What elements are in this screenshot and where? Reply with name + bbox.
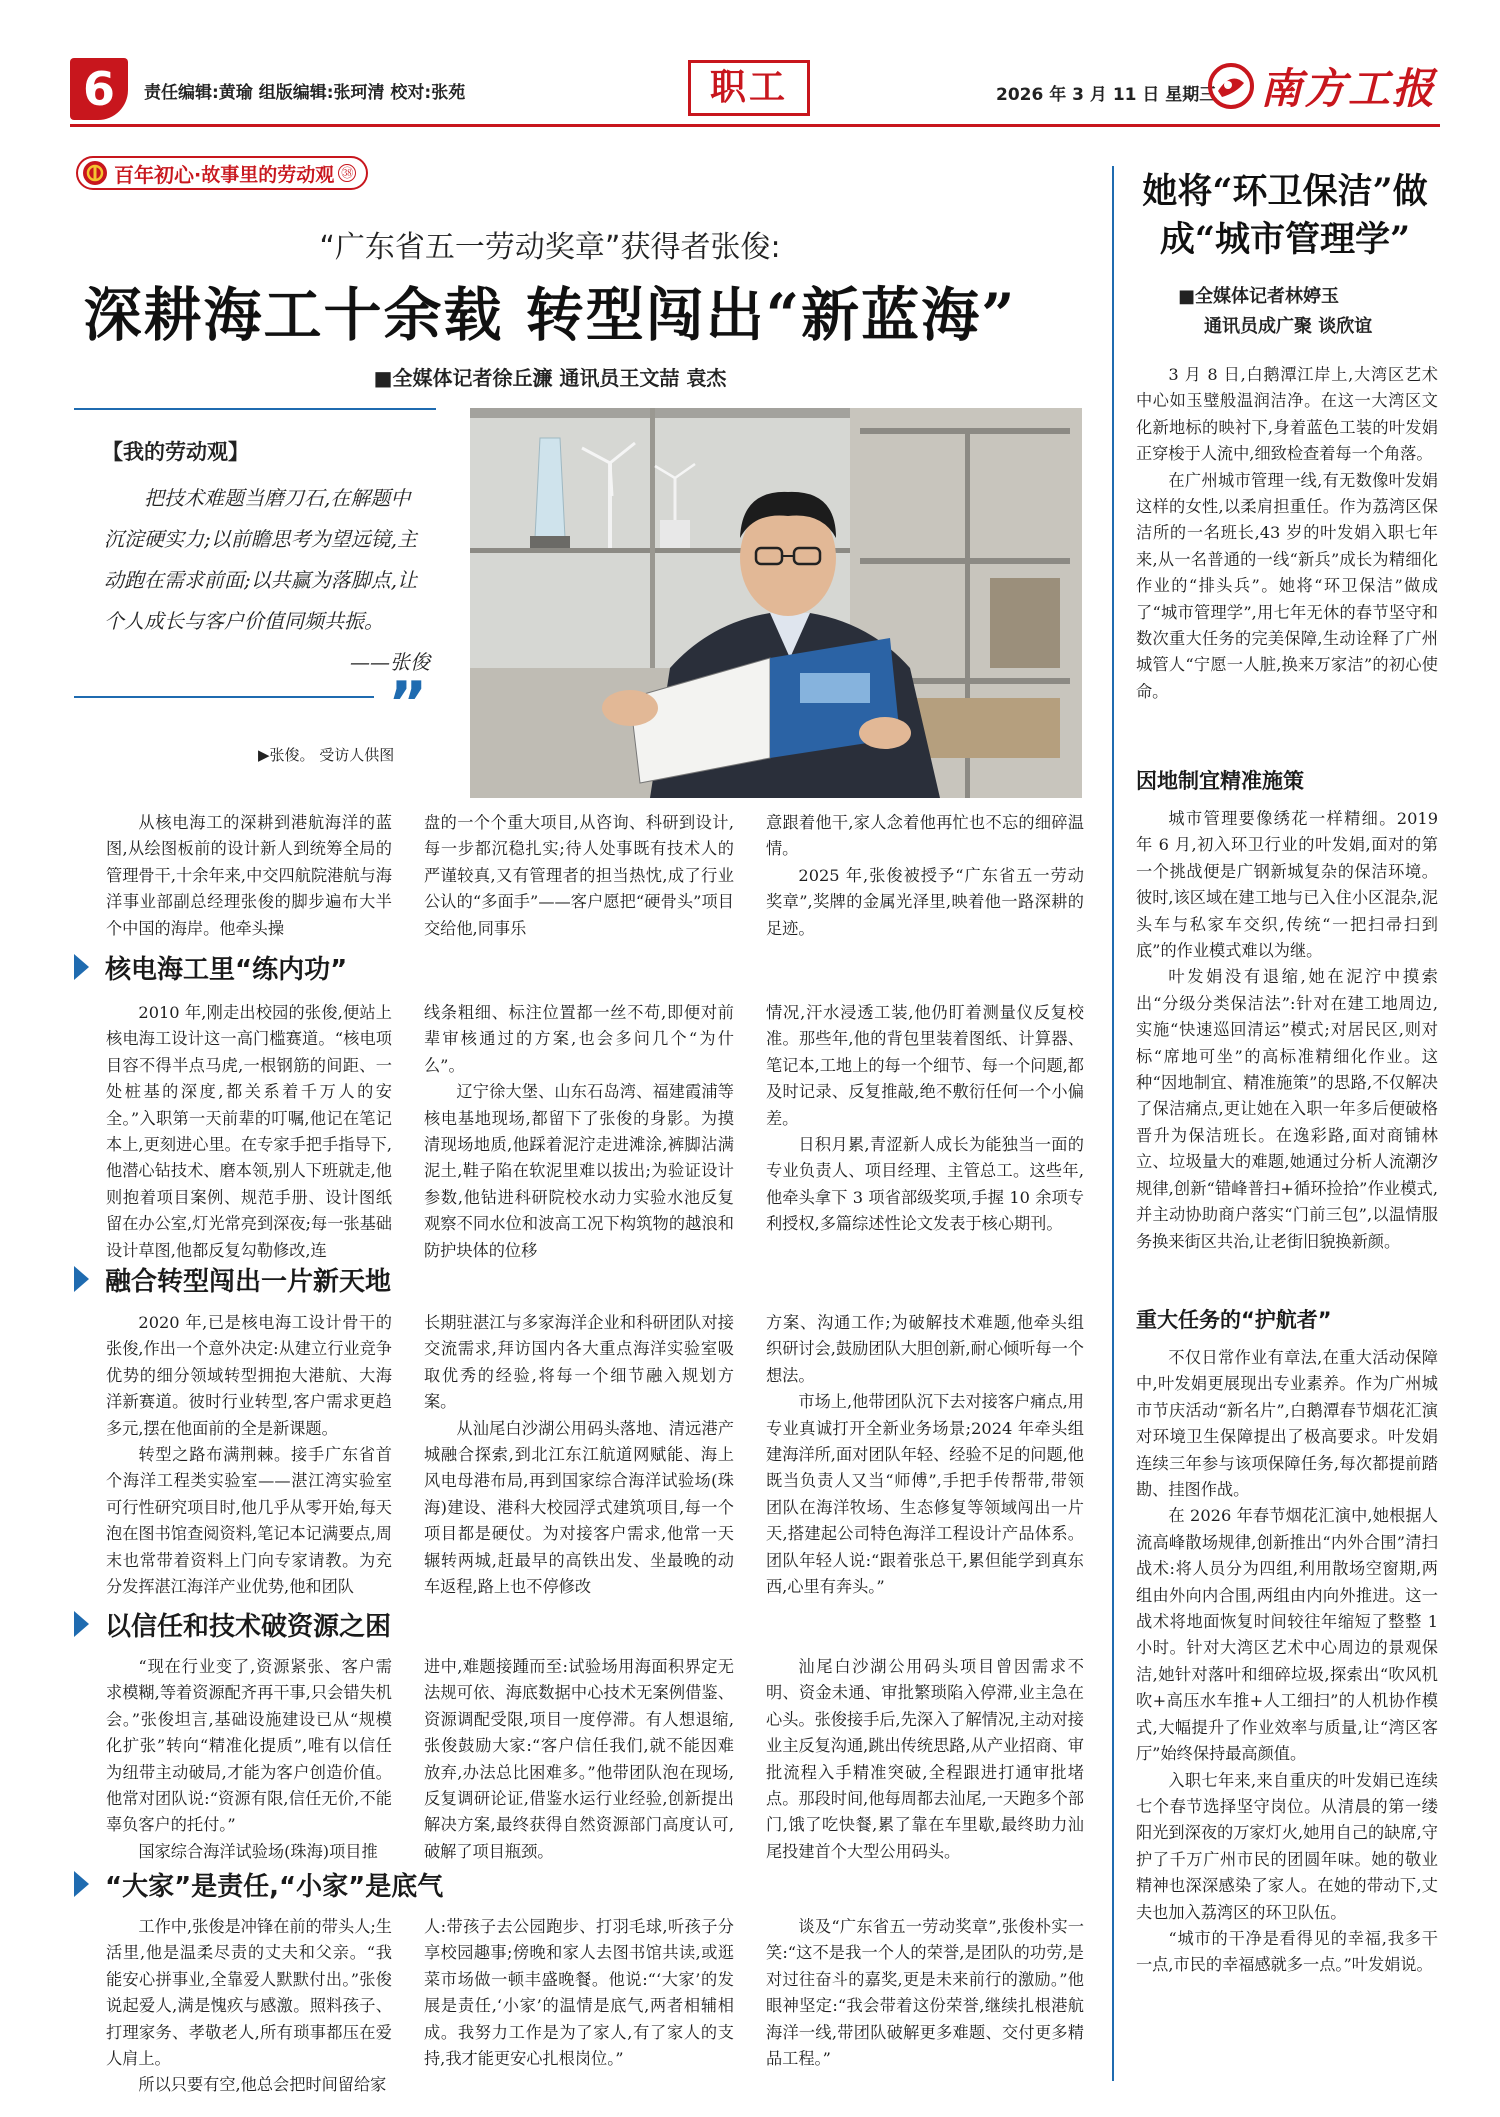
paragraph: 市场上,他带团队沉下去对接客户痛点,用专业真诚打开全新业务场景;2024 年牵头组建海洋所,面对团队年轻、经验不足的问题,他既当负责人又当“师傅”,手把手传帮带,带领团队在海洋牧场、生态修复等领域闯出一片天,搭建起公司特色海洋工程设计产品体系。团队年轻人说:“跟着张总干,累但能学到真东西,心里有奔头。” <box>766 1392 1084 1597</box>
section-4-column-1 <box>106 1914 392 2099</box>
sidebar-headline: 她将“环卫保洁”做成“城市管理学” <box>1142 171 1428 260</box>
intro-paragraph-2: 盘的一个个重大项目,从咨询、科研到设计,每一步都沉稳扎实;待人处事既有技术人的严谨较真,又有管理者的担当热忱,成了行业公认的“多面手”——客户愿把“硬骨头”项目交给他,同事乐 <box>424 813 734 938</box>
intro-column-3 <box>766 810 1084 942</box>
paragraph: 入职七年来,来自重庆的叶发娟已连续七个春节选择坚守岗位。从清晨的第一缕阳光到深夜的万家灯火,她用自己的缺席,守护了千万广州市民的团圆年味。她的敬业精神也深深感染了家人。在她的带动下,丈夫也加入荔湾区的环卫队伍。 <box>1136 1770 1438 1922</box>
quote-body: 把技术难题当磨刀石,在解题中沉淀硬实力;以前瞻思考为望远镜,主动跑在需求前面;以共赢为落脚点,让个人成长与客户价值同频共振。 <box>104 486 418 633</box>
paragraph: 工作中,张俊是冲锋在前的带头人;生活里,他是温柔尽责的丈夫和父亲。“我能安心拼事业,全靠爱人默默付出。”张俊说起爱人,满是愧疚与感激。照料孩子、打理家务、孝敬老人,所有琐事都压在爱人肩上。 <box>106 1917 392 2069</box>
section-heading-4 <box>74 1867 443 1901</box>
paragraph: “现在行业变了,资源紧张、客户需求模糊,等着资源配齐再干事,只会错失机会。”张俊坦言,基础设施建设已从“规模化扩张”转向“精准化提质”,唯有以信任为纽带主动破局,才能为客户创造价值。他常对团队说:“资源有限,信任无价,不能辜负客户的托付。” <box>106 1657 392 1835</box>
section-arrow-icon <box>74 954 89 980</box>
section-1-column-2 <box>424 1000 734 1264</box>
paragraph: 汕尾白沙湖公用码头项目曾因需求不明、资金未通、审批繁琐陷入停滞,业主急在心头。张俊接手后,先深入了解情况,主动对接业主反复沟通,跳出传统思路,从产业招商、审批流程入手精准突破,全程跟进打通审批堵点。那段时间,他每周都去汕尾,一天跑多个部门,饿了吃快餐,累了靠在车里歇,最终助力汕尾投建首个大型公用码头。 <box>766 1657 1084 1861</box>
article-kicker: “广东省五一劳动奖章”获得者张俊: <box>319 230 781 265</box>
paragraph: 城市管理要像绣花一样精细。2019 年 6 月,初入环卫行业的叶发娟,面对的第一个挑战便是广钢新城复杂的保洁环境。彼时,该区域在建工地与已入住小区混杂,泥头车与私家车交织,传统“一把扫帚扫到底”的作业模式难以为继。 <box>1136 809 1438 961</box>
closing-quote-icon: ” <box>388 669 428 739</box>
section-heading-text: “大家”是责任,“小家”是底气 <box>105 1871 444 1902</box>
paragraph: 2010 年,刚走出校园的张俊,便站上核电海工设计这一高门槛赛道。“核电项目容不得半点马虎,一根钢筋的间距、一处桩基的深度,都关系着千万人的安全。”入职第一天前辈的叮嘱,他记在笔记本上,更刻进心里。在专家手把手指导下,他潜心钻技术、磨本领,别人下班就走,他则抱着项目案例、规范手册、设计图纸留在办公室,灯光常亮到深夜;每一张基础设计草图,他都反复勾勒修改,连 <box>106 1003 392 1260</box>
sidebar-byline-reporter: ■全媒体记者林婷玉 <box>1178 286 1340 307</box>
section-heading-text: 以信任和技术破资源之困 <box>105 1611 392 1642</box>
header-rule <box>70 124 1440 127</box>
paragraph: 情况,汗水浸透工装,他仍盯着测量仪反复校准。那些年,他的背包里装着图纸、计算器、笔记本,工地上的每一个细节、每一个问题,都及时记录、反复推敲,绝不敷衍任何一个小偏差。 <box>766 1003 1084 1128</box>
quote-top-rule <box>74 408 436 410</box>
paragraph: 线条粗细、标注位置都一丝不苟,即便对前辈审核通过的方案,也会多问几个“为什么”。 <box>424 1003 734 1075</box>
page-number-badge: 6 <box>70 58 128 120</box>
sidebar-section-2 <box>1136 1345 1438 1979</box>
section-heading-3 <box>74 1607 391 1641</box>
article-headline: 深耕海工十余载 转型闯出“新蓝海” <box>83 281 1017 349</box>
masthead-title: 南方工报 <box>1260 64 1437 113</box>
series-subtitle: ·故事里的劳动观 <box>194 163 335 186</box>
editors-line: 责任编辑:黄瑜 组版编辑:张珂清 校对:张苑 <box>144 83 466 103</box>
section-heading-text: 融合转型闯出一片新天地 <box>105 1266 392 1297</box>
section-2-column-1 <box>106 1310 392 1600</box>
section-2-column-2 <box>424 1310 734 1600</box>
paragraph: “城市的干净是看得见的幸福,我多干一点,市民的幸福感就多一点。”叶发娟说。 <box>1136 1928 1438 1975</box>
section-arrow-icon <box>74 1871 89 1897</box>
photo-caption: ▶张俊。 受访人供图 <box>258 746 395 764</box>
masthead-logo <box>1208 58 1436 114</box>
paragraph: 进中,难题接踵而至:试验场用海面积界定无法规可依、海底数据中心技术无案例借鉴、资源调配受限,项目一度停滞。有人想退缩,张俊鼓励大家:“客户信任我们,就不能因难放弃,办法总比困难多。”他带团队泡在现场,反复调研论证,借鉴水运行业经验,创新提出解决方案,最终获得自然资源部门高度认可,破解了项目瓶颈。 <box>424 1657 734 1861</box>
paragraph: 在广州城市管理一线,有无数像叶发娟这样的女性,以柔肩担重任。作为荔湾区保洁所的一名班长,43 岁的叶发娟入职七年来,从一名普通的一线“新兵”成长为精细化作业的“排头兵”。她将“环卫保洁”做成了“城市管理学”,用七年无休的春节坚守和数次重大任务的完美保障,生动诠释了广州城管人“宁愿一人脏,换来万家洁”的初心使命。 <box>1136 470 1438 701</box>
section-heading-2 <box>74 1262 391 1296</box>
sidebar-intro <box>1136 362 1438 705</box>
sidebar-subheading-2: 重大任务的“护航者” <box>1136 1308 1332 1332</box>
intro-paragraph-4: 2025 年,张俊被授予“广东省五一劳动奖章”,奖牌的金属光泽里,映着他一路深耕的足迹。 <box>766 865 1084 938</box>
paragraph: 国家综合海洋试验场(珠海)项目推 <box>138 1841 378 1861</box>
quote-author: ——张俊 <box>350 650 430 674</box>
quote-title: 【我的劳动观】 <box>102 440 249 464</box>
masthead-emblem-icon <box>1208 63 1254 109</box>
paragraph: 转型之路布满荆棘。接手广东省首个海洋工程类实验室——湛江湾实验室可行性研究项目时,他几乎从零开始,每天泡在图书馆查阅资料,笔记本记满要点,周末也常带着资料上门向专家请教。为充分发挥湛江海洋产业优势,他和团队 <box>106 1445 392 1597</box>
paragraph: 长期驻湛江与多家海洋企业和科研团队对接交流需求,拜访国内各大重点海洋实验室吸取优秀的经验,将每一个细节融入规划方案。 <box>424 1313 734 1412</box>
paragraph: 日积月累,青涩新人成长为能独当一面的专业负责人、项目经理、主管总工。这些年,他牵头拿下 3 项省部级奖项,手握 10 余项专利授权,多篇综述性论文发表于核心期刊。 <box>766 1135 1084 1234</box>
sidebar-byline <box>1178 282 1372 342</box>
quote-bottom-rule <box>74 696 374 698</box>
intro-paragraph-3: 意跟着他干,家人念着他再忙也不忘的细碎温情。 <box>766 813 1084 859</box>
section-3-column-1 <box>106 1654 392 1865</box>
paragraph: 辽宁徐大堡、山东石岛湾、福建霞浦等核电基地现场,都留下了张俊的身影。为摸清现场地质,他踩着泥泞走进滩涂,裤脚沾满泥土,鞋子陷在软泥里难以拔出;为验证设计参数,他钻进科研院校水动力实验水池反复观察不同水位和波高工况下构筑物的越浪和防护块体的位移 <box>424 1082 734 1260</box>
page-header <box>0 0 1500 125</box>
intro-column-1 <box>106 810 392 942</box>
section-heading-1 <box>74 950 347 984</box>
issue-date: 2026 年 3 月 11 日 星期三 <box>996 85 1217 105</box>
column-divider <box>1112 166 1114 2081</box>
section-1-column-3 <box>766 1000 1084 1238</box>
sidebar-byline-correspondents: 通讯员成广聚 谈欣谊 <box>1204 316 1373 337</box>
section-3-column-3 <box>766 1654 1084 1865</box>
section-3-column-2 <box>424 1654 734 1865</box>
series-title: 百年初心 <box>114 162 194 187</box>
section-title: 职工 <box>688 60 810 116</box>
paragraph: 叶发娟没有退缩,她在泥泞中摸索出“分级分类保洁法”:针对在建工地周边,实施“快速巡回清运”模式;对居民区,则对标“席地可坐”的高标准精细化作业。这种“因地制宜、精准施策”的思路,不仅解决了保洁痛点,更让她在入职一年多后便破格晋升为保洁班长。在逸彩路,面对商铺林立、垃圾量大的难题,她通过分析人流潮汐规律,创新“错峰普扫+循环捡拾”作业模式,并主动协助商户落实“门前三包”,以温情服务换来街区共治,让老街旧貌换新颜。 <box>1136 967 1438 1251</box>
union-emblem-icon <box>82 160 108 186</box>
series-number: ㊳ <box>338 164 356 182</box>
paragraph: 3 月 8 日,白鹅潭江岸上,大湾区艺术中心如玉璧般温润洁净。在这一大湾区文化新地标的映衬下,身着蓝色工装的叶发娟正穿梭于人流中,细致检查着每一个角落。 <box>1136 365 1438 464</box>
paragraph: 从汕尾白沙湖公用码头落地、清远港产城融合探索,到北江东江航道网赋能、海上风电母港布局,再到国家综合海洋试验场(珠海)建设、港科大校园浮式建筑项目,每一个项目都是硬仗。为对接客户需求,他常一天辗转两城,赶最早的高铁出发、坐最晚的动车返程,路上也不停修改 <box>424 1418 734 1597</box>
section-2-column-3 <box>766 1310 1084 1600</box>
quote-text <box>104 478 430 683</box>
section-heading-text: 核电海工里“练内功” <box>105 954 348 985</box>
paragraph: 人:带孩子去公园跑步、打羽毛球,听孩子分享校园趣事;傍晚和家人去图书馆共读,或逛菜市场做一顿丰盛晚餐。他说:“‘大家’的发展是责任,‘小家’的温情是底气,两者相辅相成。我努力工作是为了家人,有了家人的支持,我才能更安心扎根岗位。” <box>424 1917 734 2069</box>
paragraph: 2020 年,已是核电海工设计骨干的张俊,作出一个意外决定:从建立行业竞争优势的细分领域转型拥抱大港航、大海洋新赛道。彼时行业转型,客户需求更趋多元,摆在他面前的全是新课题。 <box>106 1313 392 1438</box>
paragraph: 不仅日常作业有章法,在重大活动保障中,叶发娟更展现出专业素养。作为广州城市节庆活动“新名片”,白鹅潭春节烟花汇演对环境卫生保障提出了极高要求。叶发娟连续三年参与该项保障任务,每次都提前踏勘、挂图作战。 <box>1136 1348 1438 1500</box>
labor-view-quote-box <box>74 408 436 739</box>
section-arrow-icon <box>74 1611 89 1637</box>
section-arrow-icon <box>74 1266 89 1292</box>
section-1-column-1 <box>106 1000 392 1264</box>
intro-paragraph-1: 从核电海工的深耕到港航海洋的蓝图,从绘图板前的设计新人到统筹全局的管理骨干,十余年来,中交四航院港航与海洋事业部副总经理张俊的脚步遍布大半个中国的海岸。他牵头操 <box>106 813 392 938</box>
paragraph: 谈及“广东省五一劳动奖章”,张俊朴实一笑:“这不是我一个人的荣誉,是团队的功劳,是对过往奋斗的嘉奖,更是未来前行的激励。”他眼神坚定:“我会带着这份荣誉,继续扎根港航海洋一线,带团队破解更多难题、交付更多精品工程。” <box>766 1917 1084 2069</box>
paragraph: 在 2026 年春节烟花汇演中,她根据人流高峰散场规律,创新推出“内外合围”清扫战术:将人员分为四组,利用散场空窗期,两组由外向内合围,两组由内向外推进。这一战术将地面恢复时间较往年缩短了整整 1 小时。针对大湾区艺术中心周边的景观保洁,她针对落叶和细碎垃圾,探索出“吹风机吹+高压水车推+人工细扫”的人机协作模式,大幅提升了作业效率与质量,让“湾区客厅”始终保持最高颜值。 <box>1136 1506 1438 1764</box>
section-4-column-2 <box>424 1914 734 2072</box>
intro-column-2 <box>424 810 734 942</box>
sidebar-subheading-1: 因地制宜精准施策 <box>1136 769 1304 793</box>
section-4-column-3 <box>766 1914 1084 2072</box>
series-tag <box>76 156 368 190</box>
paragraph: 所以只要有空,他总会把时间留给家 <box>138 2075 387 2095</box>
sidebar-section-1 <box>1136 806 1438 1255</box>
paragraph: 方案、沟通工作;为破解技术难题,他牵头组织研讨会,鼓励团队大胆创新,耐心倾听每一个想法。 <box>766 1313 1084 1385</box>
article-byline: ■全媒体记者徐丘濂 通讯员王文喆 袁杰 <box>373 366 727 390</box>
portrait-photo <box>470 408 1082 798</box>
